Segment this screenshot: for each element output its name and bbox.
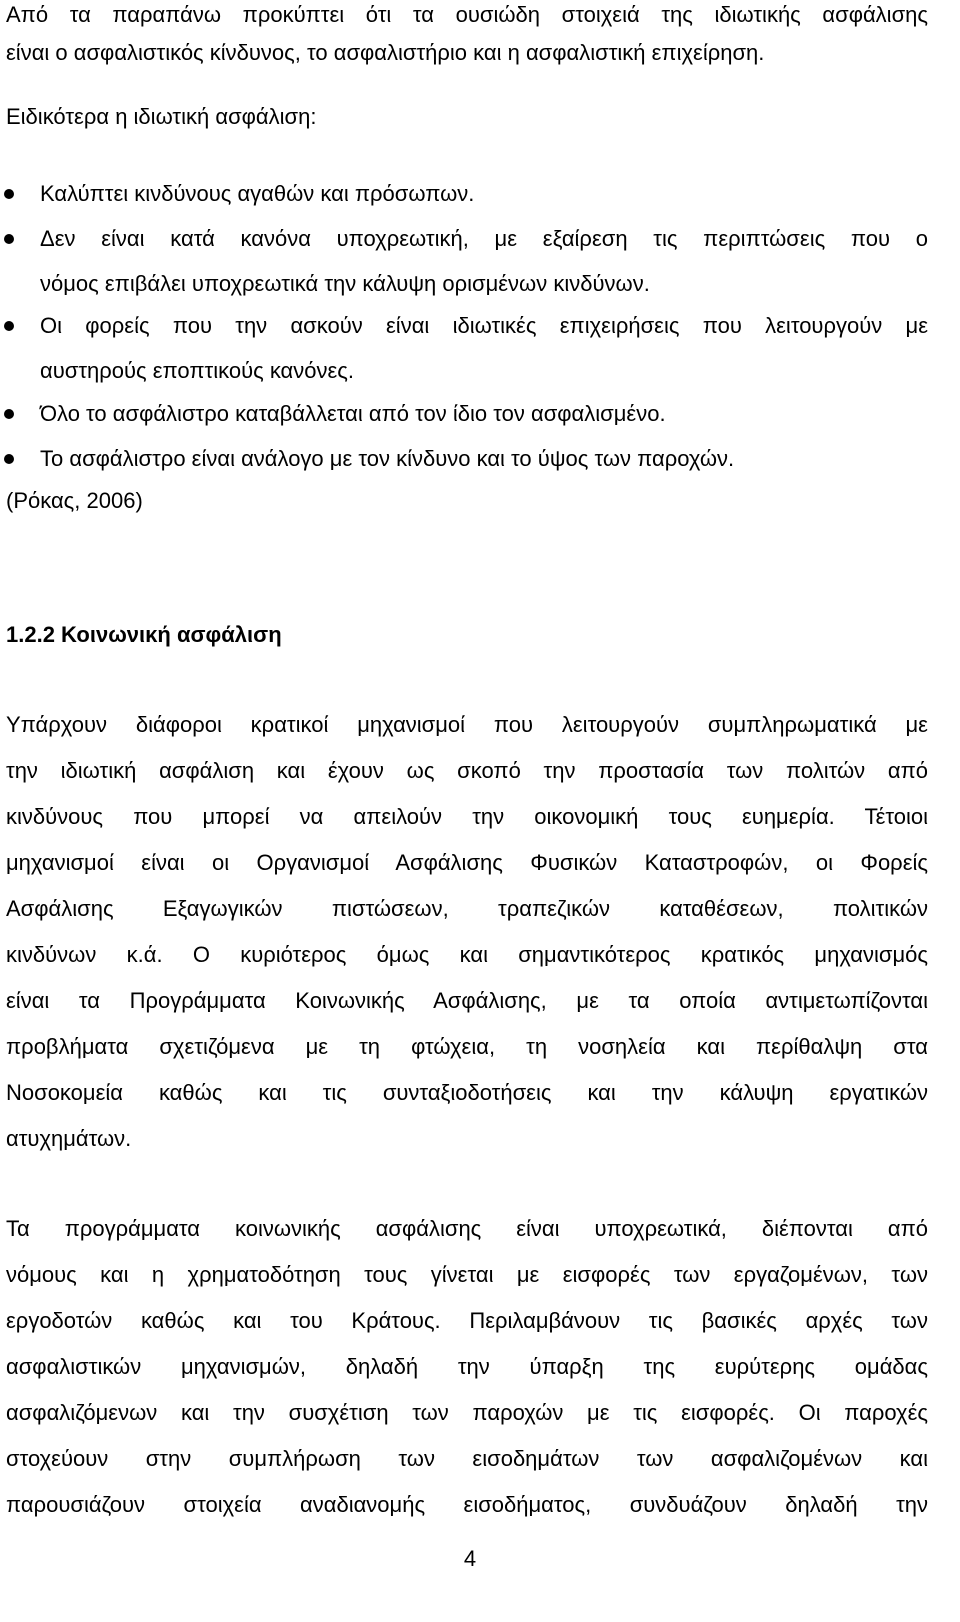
bullet-marker — [4, 454, 14, 464]
bullet-item-1-line-1: Καλύπτει κινδύνους αγαθών και πρόσωπων. — [40, 181, 475, 206]
paragraph-1-line: Ασφάλισης Εξαγωγικών πιστώσεων, τραπεζικών καταθέσεων, πολιτικών — [6, 896, 928, 921]
intro-line-2: είναι ο ασφαλιστικός κίνδυνος, το ασφαλιστήριο και η ασφαλιστική επιχείρηση. — [6, 40, 765, 65]
page-number: 4 — [463, 1546, 477, 1571]
paragraph-1-line: μηχανισμοί είναι οι Οργανισμοί Ασφάλισης Φυσικών Καταστροφών, οι Φορείς — [6, 850, 928, 875]
bullet-item-2-line-1: Δεν είναι κατά κανόνα υποχρεωτική, με εξαίρεση τις περιπτώσεις που ο — [40, 226, 928, 251]
paragraph-1-line: Νοσοκομεία καθώς και τις συνταξιοδοτήσεις και την κάλυψη εργατικών — [6, 1080, 928, 1105]
paragraph-2-line: νόμους και η χρηματοδότηση τους γίνεται με εισφορές των εργαζομένων, των — [6, 1262, 928, 1287]
paragraph-1-line: Υπάρχουν διάφοροι κρατικοί μηχανισμοί που λειτουργούν συμπληρωματικά με — [6, 712, 928, 737]
paragraph-2-line: ασφαλιζόμενων και την συσχέτιση των παροχών με τις εισφορές. Οι παροχές — [6, 1400, 928, 1425]
paragraph-1-line: την ιδιωτική ασφάλιση και έχουν ως σκοπό την προστασία των πολιτών από — [6, 758, 928, 783]
paragraph-1-line: ατυχημάτων. — [6, 1126, 132, 1151]
bullet-item-4-line-1: Όλο το ασφάλιστρο καταβάλλεται από τον ίδιο τον ασφαλισμένο. — [40, 401, 666, 426]
paragraph-1-line: προβλήματα σχετιζόμενα με τη φτώχεια, τη νοσηλεία και περίθαλψη στα — [6, 1034, 928, 1059]
bullet-item-3-line-2: αυστηρούς εποπτικούς κανόνες. — [40, 358, 355, 383]
paragraph-2-line: Τα προγράμματα κοινωνικής ασφάλισης είναι υποχρεωτικά, διέπονται από — [6, 1216, 928, 1241]
section-heading: 1.2.2 Κοινωνική ασφάλιση — [6, 622, 282, 647]
bullet-marker — [4, 409, 14, 419]
paragraph-1-line: κινδύνων κ.ά. Ο κυριότερος όμως και σημαντικότερος κρατικός μηχανισμός — [6, 942, 928, 967]
bullet-item-5-line-1: Το ασφάλιστρο είναι ανάλογο με τον κίνδυνο και το ύψος των παροχών. — [40, 446, 735, 471]
paragraph-2-line: ασφαλιστικών μηχανισμών, δηλαδή την ύπαρξη της ευρύτερης ομάδας — [6, 1354, 928, 1379]
bullet-item-3-line-1: Οι φορείς που την ασκούν είναι ιδιωτικές επιχειρήσεις που λειτουργούν με — [40, 313, 928, 338]
bullet-marker — [4, 189, 14, 199]
bullet-marker — [4, 234, 14, 244]
bullet-item-2-line-2: νόμος επιβάλει υποχρεωτικά την κάλυψη ορισμένων κινδύνων. — [40, 271, 650, 296]
paragraph-2-line: παρουσιάζουν στοιχεία αναδιανομής εισοδήματος, συνδυάζουν δηλαδή την — [6, 1492, 928, 1517]
paragraph-1-line: κινδύνους που μπορεί να απειλούν την οικονομική τους ευημερία. Τέτοιοι — [6, 804, 928, 829]
paragraph-2-line: στοχεύουν στην συμπλήρωση των εισοδημάτων των ασφαλιζομένων και — [6, 1446, 928, 1471]
paragraph-2-line: εργοδοτών καθώς και του Κράτους. Περιλαμβάνουν τις βασικές αρχές των — [6, 1308, 928, 1333]
intro-line-1: Από τα παραπάνω προκύπτει ότι τα ουσιώδη στοιχειά της ιδιωτικής ασφάλισης — [6, 2, 928, 27]
citation: (Ρόκας, 2006) — [6, 488, 143, 513]
paragraph-1-line: είναι τα Προγράμματα Κοινωνικής Ασφάλισης, με τα οποία αντιμετωπίζονται — [6, 988, 928, 1013]
bullet-marker — [4, 321, 14, 331]
intro-line-3: Ειδικότερα η ιδιωτική ασφάλιση: — [6, 104, 317, 129]
